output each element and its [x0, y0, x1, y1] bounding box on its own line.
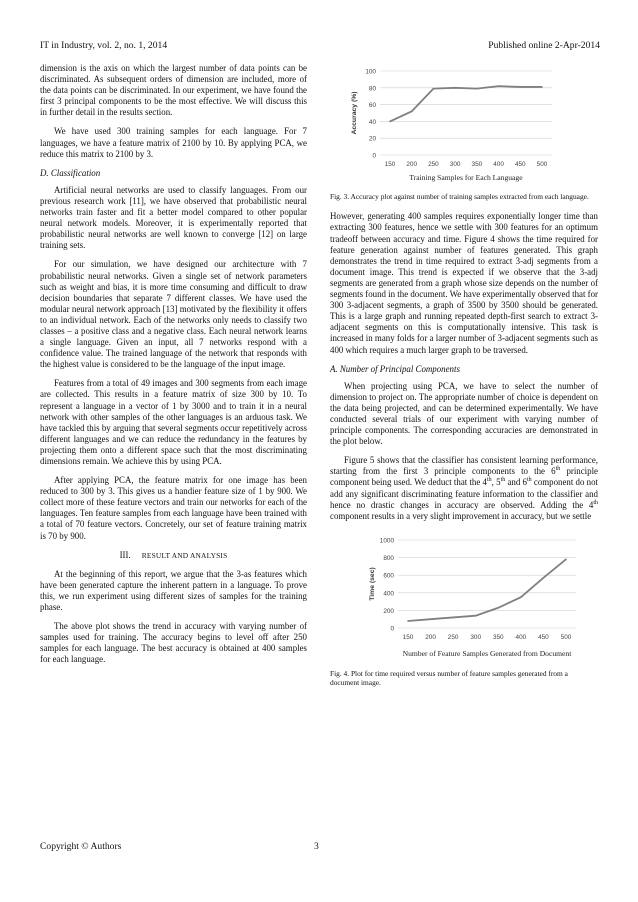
figure-3 [330, 63, 598, 188]
x-tick-label: 500 [560, 633, 572, 641]
journal-header: IT in Industry, vol. 2, no. 1, 2014 [40, 40, 168, 51]
y-tick-label: 400 [383, 590, 394, 598]
x-tick-label: 400 [493, 161, 504, 168]
data-line [390, 86, 542, 121]
figure-4-caption: Fig. 4. Plot for time required versus number of feature samples generated from a document image. [330, 668, 568, 688]
y-axis-label: Accuracy (%) [351, 91, 358, 135]
x-tick-label: 200 [406, 161, 418, 168]
y-tick-label: 60 [368, 102, 376, 110]
section-title: RESULT AND ANALYSIS [141, 550, 228, 560]
paragraph: For our simulation, we have designed our architecture with 7 probabilistic neural networks. Given a single set of network parameters such as weight and bias, it is more time consuming and difficult to draw decision boundaries that separate 7 different classes. We have used the modular neural network approach [13] motivated by the flexibility it offers to an individual network. Each of the networks only needs to classify two classes – a positive class and a negative class. Each neural network learns a single language. Given an input, all 7 networks respond with a confidence value. The trained language of the network that responds with the highest value is considered to be the language of the input image. [40, 259, 307, 370]
data-point [475, 615, 477, 617]
data-line [408, 559, 566, 621]
data-point [541, 86, 543, 88]
time-chart [330, 532, 598, 662]
y-tick-label: 200 [383, 607, 394, 615]
figure-4 [330, 532, 598, 665]
y-tick-label: 1000 [379, 537, 394, 545]
data-point [565, 558, 567, 560]
x-tick-label: 250 [428, 161, 439, 168]
section-heading-classification: D. Classification [40, 167, 101, 178]
y-tick-label: 800 [383, 554, 394, 562]
paragraph: Figure 5 shows that the classifier has consistent learning performance, starting from the first 3 principle components to the 6th principle component being used. We deduct that the 4th, 5th and 6th component do not add any significant discriminating feature information to the classifier and hence no drastic changes in accuracy are observed. Adding the 4th component results in a very slight improvement in accuracy, but we settle [330, 455, 599, 521]
x-tick-label: 300 [470, 633, 482, 641]
x-tick-label: 450 [538, 633, 549, 641]
left-column [40, 63, 307, 674]
paragraph: However, generating 400 samples requires exponentially longer time than extracting 300 features, hence we settle with 300 features for an optimum tradeoff between accuracy and time. Figure 4 shows the time required for feature generation against number of features generated. This graph demonstrates the trend in time required to extract 3-adj segments from a document image. This trend is expected if we observe that the 3-adj segments are generated from a graph whose size depends on the number of segments found in the document. We have experimentally observed that for 300 3-adjacent segments, a graph of 3500 by 3500 should be generated. This is a large graph and running repeated depth-first search to extract 3-adjacent segments on this is computationally intensive. This task is increased in many folds for a larger number of 3-adjacent segments such as 400 which requires a much larger graph to be traversed. [330, 211, 599, 355]
y-tick-label: 20 [368, 135, 376, 143]
paragraph: When projecting using PCA, we have to select the number of dimension to project on. The appropriate number of choice is dependent on the data being projected, and can be determined experimentally. We have conducted several trials of our experiment with varying number of principle components. The corresponding accuracies are demonstrated in the plot below. [330, 380, 598, 447]
paragraph: We have used 300 training samples for each language. For 7 languages, we have a feature matrix of 2100 by 10. By applying PCA, we reduce this matrix to 2100 by 3. [40, 126, 307, 159]
paragraph: Features from a total of 49 images and 300 segments from each image are collected. This results in a feature matrix of size 300 by 10. To represent a language in a vector of 1 by 3000 and to train it in a neural network with other samples of the other languages is an arduous task. We have tackled this by arguing that several segments occur repetitively across different languages and we can reduce the redundancy in the features by projecting them onto a different space such that the most discriminating dimensions remain. We achieve this by using PCA. [40, 378, 307, 466]
y-tick-label: 100 [365, 68, 376, 76]
paragraph: The above plot shows the trend in accuracy with varying number of samples used for training. The accuracy begins to level off after 250 samples for each language. The best accuracy is obtained at 400 samples for each language. [40, 621, 307, 665]
x-tick-label: 500 [536, 161, 548, 168]
data-point [452, 616, 454, 618]
x-tick-label: 350 [471, 161, 483, 168]
accuracy-chart [330, 63, 598, 185]
x-tick-label: 450 [514, 161, 526, 168]
paragraph: Artificial neural networks are used to classify languages. From our previous research work [11], we have observed that probabilistic neural networks train faster and fit a better model compared to other popular neural network models. Moreover, it is experimentally reported that probabilistic neural networks are well known to converge [12] on large training sets. [40, 184, 307, 251]
y-axis-label: Time (sec) [369, 567, 376, 601]
data-point [389, 121, 391, 123]
paragraph: At the beginning of this report, we argue that the 3-as features which have been generated capture the inherent pattern in a language. To prove this, we run experiment using different sizes of samples for the training phase. [40, 568, 307, 613]
x-tick-label: 250 [447, 633, 459, 641]
x-tick-label: 350 [492, 633, 504, 641]
section-heading-results [40, 550, 307, 561]
section-number: III. [119, 549, 131, 560]
paragraph: dimension is the axis on which the largest number of data points can be discriminated. As subsequent orders of dimension are included, more of the data points can be discriminated. In our experiment, we have found the first 3 principal components to be the most effective. We will discuss this in further detail in the results section. [40, 63, 307, 118]
data-point [497, 607, 499, 609]
data-point [543, 577, 545, 579]
x-tick-label: 150 [384, 161, 396, 168]
x-axis-label: Number of Feature Samples Generated from Document [402, 648, 572, 658]
paragraph: After applying PCA, the feature matrix for one image has been reduced to 300 by 3. This gives us a handier feature size of 1 by 900. We collect more of these feature vectors and train our networks for each of the languages. Ten feature samples from each language have been trained with a total of 70 feature vectors. Concretely, our set of feature training matrix is 70 by 900. [40, 475, 307, 541]
page-number: 3 [314, 841, 319, 852]
data-point [520, 596, 522, 598]
x-tick-label: 300 [449, 161, 461, 168]
y-tick-label: 600 [383, 572, 394, 580]
y-tick-label: 40 [368, 118, 376, 126]
figure-3-caption: Fig. 3. Accuracy plot against number of training samples extracted from each language. [330, 192, 589, 202]
y-tick-label: 0 [372, 152, 376, 160]
y-tick-label: 0 [390, 625, 394, 633]
copyright: Copyright © Authors [40, 841, 122, 852]
right-column [330, 63, 598, 698]
data-point [411, 111, 413, 113]
data-point [454, 87, 456, 89]
data-point [433, 88, 435, 90]
data-point [498, 85, 500, 87]
published-date: Published online 2-Apr-2014 [488, 40, 600, 51]
data-point [476, 88, 478, 90]
x-axis-label: Training Samples for Each Language [409, 173, 523, 182]
data-point [407, 620, 409, 622]
x-tick-label: 400 [515, 633, 527, 641]
section-heading-principal-components: A. Number of Principal Components [330, 363, 460, 374]
data-point [430, 618, 432, 620]
y-tick-label: 80 [368, 85, 376, 93]
data-point [519, 86, 521, 88]
x-tick-label: 200 [425, 633, 436, 641]
x-tick-label: 150 [402, 633, 414, 641]
